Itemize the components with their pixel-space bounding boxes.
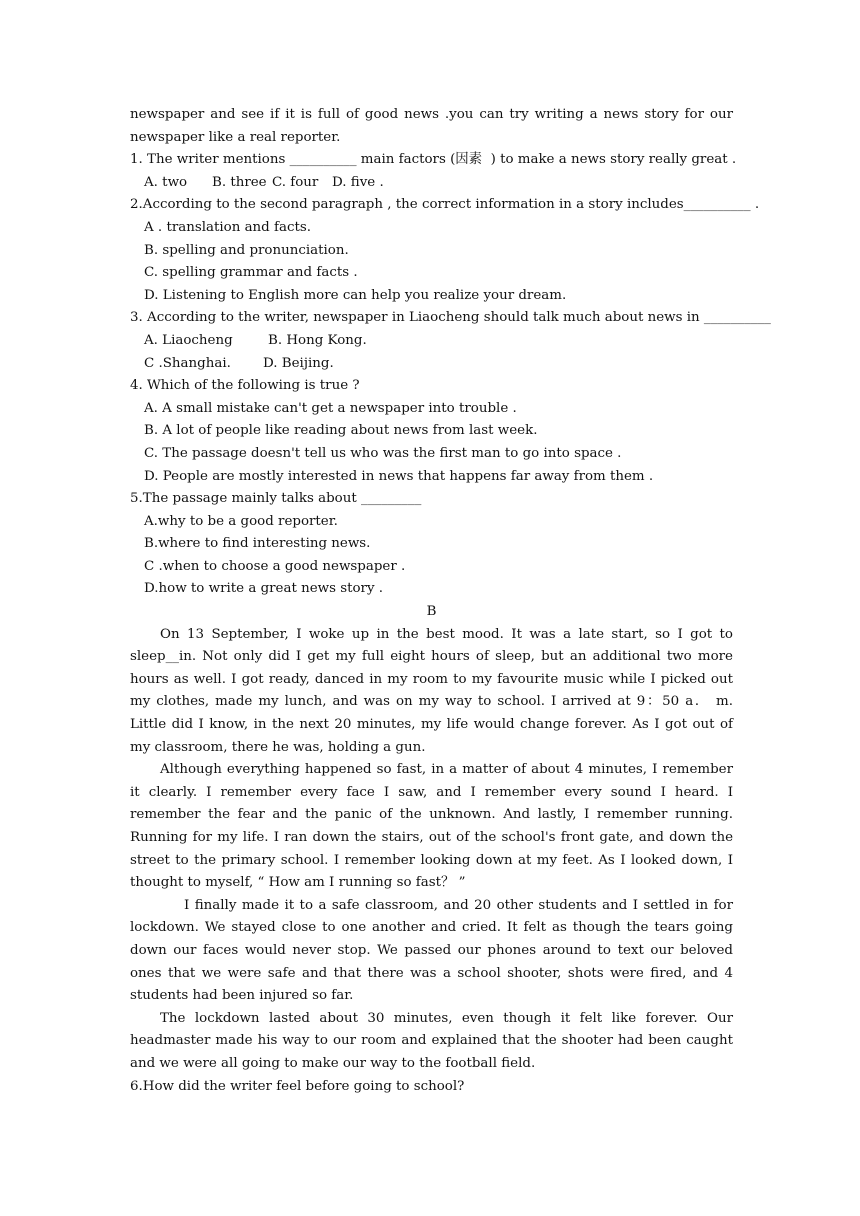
option-d: D. People are mostly interested in news that happens far away from them .: [144, 468, 654, 484]
question-3-stem: 3. According to the writer, newspaper in Liaocheng should talk much about news in __________: [130, 310, 771, 326]
option-d: D. five .: [332, 174, 384, 190]
question-2-stem: 2.According to the second paragraph , the correct information in a story includes__________ .: [130, 197, 760, 213]
question-3-options-row-2: [130, 353, 733, 376]
option-c: C. four: [272, 174, 319, 190]
option-a: A. Liaocheng: [144, 332, 233, 348]
question-3-options-row-1: [130, 330, 733, 353]
question-1-stem: 1. The writer mentions __________ main factors (因素 ) to make a news story really great .: [130, 152, 737, 168]
option-b: B. spelling and pronunciation.: [144, 242, 349, 258]
question-4-stem: 4. Which of the following is true ?: [130, 378, 360, 394]
question-6-stem: 6.How did the writer feel before going to school?: [130, 1078, 465, 1094]
option-a: A.why to be a good reporter.: [144, 513, 338, 529]
section-heading-b: B: [426, 604, 437, 620]
question-1-options: [130, 172, 733, 195]
option-a: A . translation and facts.: [144, 219, 311, 235]
option-c: C. The passage doesn't tell us who was the first man to go into space .: [144, 445, 622, 461]
option-c: C .Shanghai.: [144, 355, 231, 371]
option-c: C .when to choose a good newspaper .: [144, 558, 406, 574]
option-b: B.where to find interesting news.: [144, 536, 371, 552]
question-5-stem: 5.The passage mainly talks about _________: [130, 491, 422, 507]
option-d: D. Listening to English more can help you realize your dream.: [144, 287, 567, 303]
option-b: B. three: [212, 174, 267, 190]
passage-paragraph: On 13 September, I woke up in the best mood. It was a late start, so I got to sleep__in. Not only did I get my full eight hours of sleep, but an additional two more hours as well. I got ready, danced in my room to my favourite music while I picked out my clothes, made my lunch, and was on my way to school. I arrived at 9：50 a． m. Little did I know, in the next 20 minutes, my life would change forever. As I got out of my classroom, there he was, holding a gun.: [130, 626, 733, 755]
option-b: B. A lot of people like reading about news from last week.: [144, 423, 538, 439]
passage-paragraph: Although everything happened so fast, in a matter of about 4 minutes, I remember it clearly. I remember every face I saw, and I remember every sound I heard. I remember the fear and the panic of the unknown. And lastly, I remember running. Running for my life. I ran down the stairs, out of the school's front gate, and down the street to the primary school. I remember looking down at my feet. As I looked down, I thought to myself, “ How am I running so fast？ ”: [130, 762, 733, 891]
option-d: D. Beijing.: [263, 355, 334, 371]
option-b: B. Hong Kong.: [268, 332, 367, 348]
option-a: A. two: [144, 174, 188, 190]
intro-line: newspaper like a real reporter.: [130, 129, 341, 145]
document-page: [130, 104, 771, 1098]
intro-line: newspaper and see if it is full of good news .you can try writing a news story for our: [130, 107, 733, 122]
passage-paragraph: I finally made it to a safe classroom, and 20 other students and I settled in for lockdown. We stayed close to one another and cried. It felt as though the tears going down our faces would never stop. We passed our phones around to text our beloved ones that we were safe and that there was a school shooter, shots were fired, and 4 students had been injured so far.: [130, 897, 733, 1004]
option-d: D.how to write a great news story .: [144, 581, 384, 597]
option-a: A. A small mistake can't get a newspaper into trouble .: [144, 400, 517, 416]
passage-paragraph: The lockdown lasted about 30 minutes, even though it felt like forever. Our headmaster made his way to our room and explained that the shooter had been caught and we were all going to make our way to the football field.: [130, 1010, 733, 1071]
option-c: C. spelling grammar and facts .: [144, 265, 358, 281]
